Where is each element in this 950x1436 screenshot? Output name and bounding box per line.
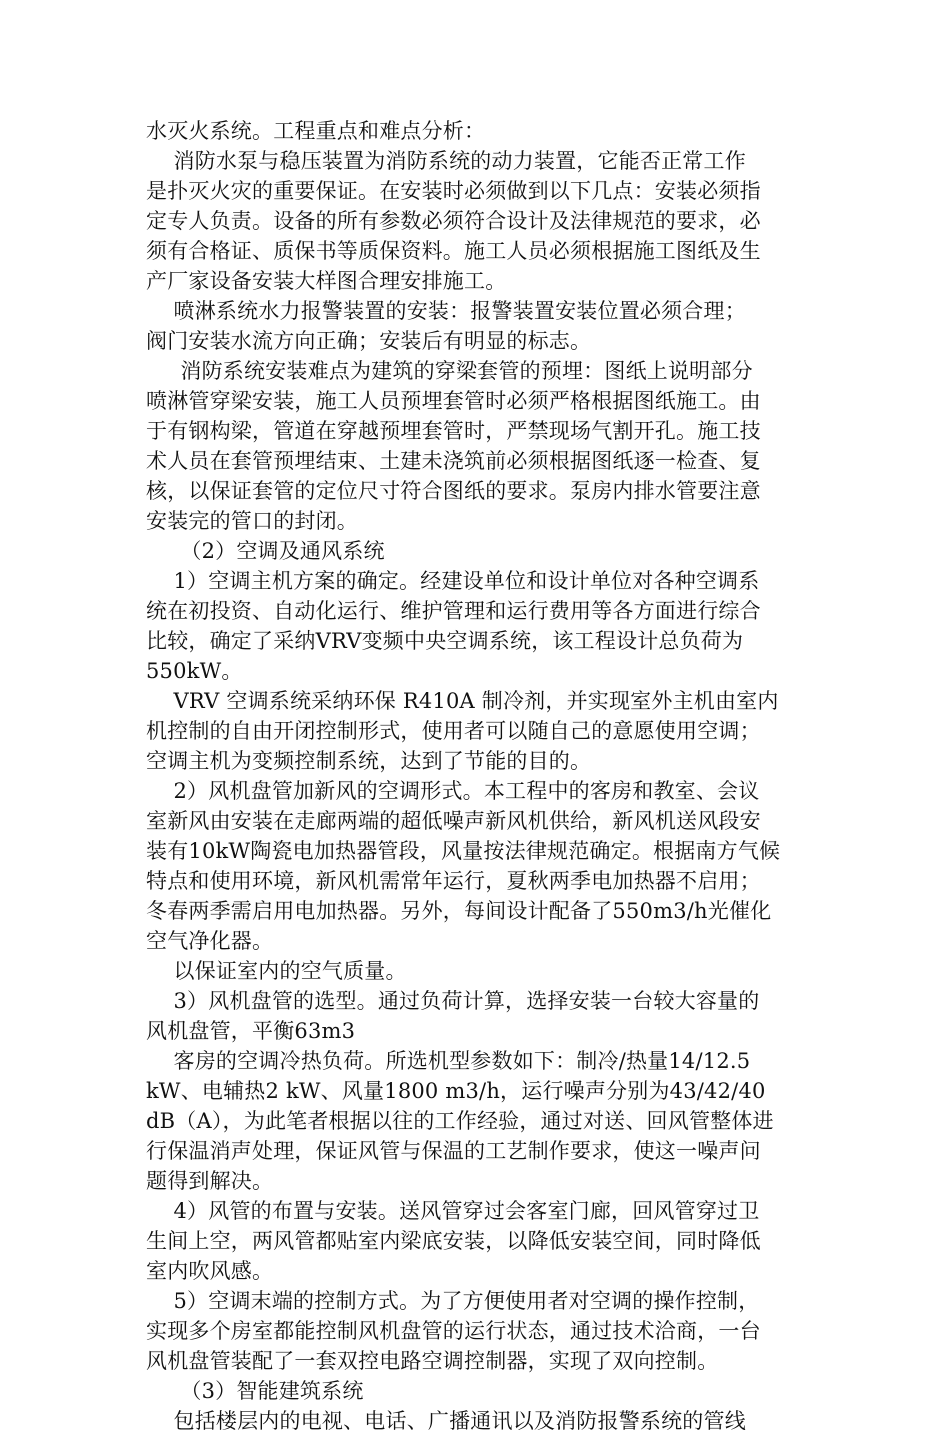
text-line: 风机盘管装配了一套双控电路空调控制器，实现了双向控制。: [146, 1349, 719, 1373]
text-line: 题得到解决。: [146, 1169, 274, 1193]
text-line: 5）空调末端的控制方式。为了方便使用者对空调的操作控制，: [146, 1289, 760, 1313]
text-line: 客房的空调冷热负荷。所选机型参数如下：制冷/热量14/12.5: [146, 1049, 751, 1073]
text-line: 4）风管的布置与安装。送风管穿过会客室门廊，回风管穿过卫: [146, 1199, 760, 1223]
text-line: 室内吹风感。: [146, 1259, 274, 1283]
text-line: 阀门安装水流方向正确；安装后有明显的标志。: [146, 329, 592, 353]
text-line: 2）风机盘管加新风的空调形式。本工程中的客房和教室、会议: [146, 779, 760, 803]
text-line: 比较，确定了采纳VRV变频中央空调系统，该工程设计总负荷为: [146, 629, 744, 653]
text-line: 空调主机为变频控制系统，达到了节能的目的。: [146, 749, 592, 773]
text-line: 于有钢构梁，管道在穿越预埋套管时，严禁现场气割开孔。施工技: [146, 419, 761, 443]
text-line: 消防系统安装难点为建筑的穿梁套管的预埋：图纸上说明部分: [146, 359, 753, 383]
text-line: VRV 空调系统采纳环保 R410A 制冷剂，并实现室外主机由室内: [146, 689, 779, 713]
text-line: 喷淋系统水力报警装置的安装：报警装置安装位置必须合理；: [146, 299, 746, 323]
text-line: 550kW。: [146, 659, 243, 683]
text-line: 须有合格证、质保书等质保资料。施工人员必须根据施工图纸及生: [146, 239, 761, 263]
text-line: 室新风由安装在走廊两端的超低噪声新风机供给，新风机送风段安: [146, 809, 761, 833]
text-line: 行保温消声处理，保证风管与保温的工艺制作要求，使这一噪声问: [146, 1139, 761, 1163]
text-line: 1）空调主机方案的确定。经建设单位和设计单位对各种空调系: [146, 569, 760, 593]
text-line: 特点和使用环境，新风机需常年运行，夏秋两季电加热器不启用；: [146, 869, 761, 893]
text-line: 消防水泵与稳压装置为消防系统的动力装置，它能否正常工作: [146, 149, 746, 173]
text-line: 以保证室内的空气质量。: [146, 959, 407, 983]
text-line: 生间上空，两风管都贴室内梁底安装，以降低安装空间，同时降低: [146, 1229, 761, 1253]
section-heading: （2）空调及通风系统: [146, 539, 385, 563]
text-line: 冬春两季需启用电加热器。另外，每间设计配备了550m3/h光催化: [146, 899, 772, 923]
text-line: 定专人负责。设备的所有参数必须符合设计及法律规范的要求，必: [146, 209, 761, 233]
text-line: 空气净化器。: [146, 929, 274, 953]
text-line: dB（A），为此笔者根据以往的工作经验，通过对送、回风管整体进: [146, 1109, 774, 1133]
text-line: 3）风机盘管的选型。通过负荷计算，选择安装一台较大容量的: [146, 989, 760, 1013]
text-line: 机控制的自由开闭控制形式，使用者可以随自己的意愿使用空调；: [146, 719, 761, 743]
text-line: 喷淋管穿梁安装，施工人员预埋套管时必须严格根据图纸施工。由: [146, 389, 761, 413]
text-line: 术人员在套管预埋结束、土建未浇筑前必须根据图纸逐一检查、复: [146, 449, 761, 473]
text-line: 实现多个房室都能控制风机盘管的运行状态，通过技术洽商，一台: [146, 1319, 761, 1343]
text-line: 水灭火系统。工程重点和难点分析：: [146, 119, 486, 143]
text-line: 产厂家设备安装大样图合理安排施工。: [146, 269, 507, 293]
text-line: 安装完的管口的封闭。: [146, 509, 358, 533]
text-line: 统在初投资、自动化运行、维护管理和运行费用等各方面进行综合: [146, 599, 761, 623]
text-line: 包括楼层内的电视、电话、广播通讯以及消防报警系统的管线: [146, 1409, 746, 1433]
section-heading: （3）智能建筑系统: [146, 1379, 364, 1403]
text-line: 核，以保证套管的定位尺寸符合图纸的要求。泵房内排水管要注意: [146, 479, 761, 503]
text-line: 是扑灭火灾的重要保证。在安装时必须做到以下几点：安装必须指: [146, 179, 761, 203]
text-line: 装有10kW陶瓷电加热器管段，风量按法律规范确定。根据南方气候: [146, 839, 781, 863]
text-line: kW、电辅热2 kW、风量1800 m3/h，运行噪声分别为43/42/40: [146, 1079, 766, 1103]
text-line: 风机盘管，平衡63m3: [146, 1019, 356, 1043]
